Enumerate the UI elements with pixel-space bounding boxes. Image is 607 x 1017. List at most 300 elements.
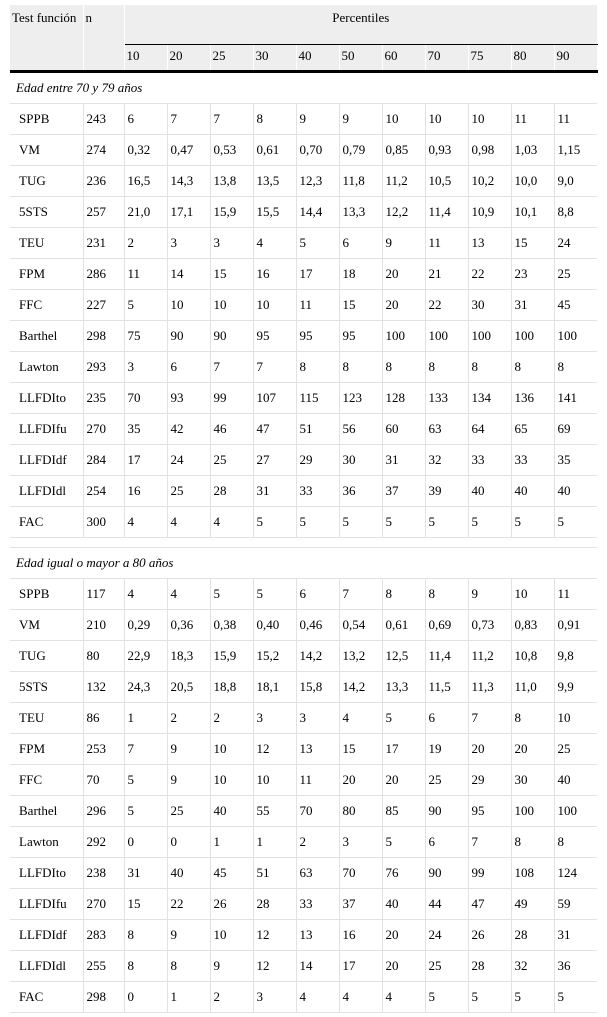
percentile-value-cell: 11,8 [339, 166, 382, 197]
percentile-value-cell: 30 [468, 290, 511, 321]
percentile-value-cell: 13,3 [382, 672, 425, 703]
test-name-cell: FFC [10, 765, 83, 796]
table-row [10, 135, 597, 166]
percentile-value-cell: 95 [468, 796, 511, 827]
table-row [10, 765, 597, 796]
percentile-value-cell: 12 [253, 920, 296, 951]
test-name-cell: LLFDIto [10, 858, 83, 889]
percentile-value-cell: 7 [124, 734, 167, 765]
percentile-value-cell: 27 [253, 445, 296, 476]
n-cell: 286 [83, 259, 124, 290]
table-row [10, 197, 597, 228]
percentile-value-cell: 5 [382, 703, 425, 734]
percentile-value-cell: 5 [382, 507, 425, 538]
percentile-value-cell: 8 [339, 352, 382, 383]
percentile-value-cell: 10,5 [425, 166, 468, 197]
percentile-value-cell: 2 [167, 703, 210, 734]
percentile-value-cell: 22 [167, 889, 210, 920]
table-row [10, 734, 597, 765]
percentile-value-cell: 25 [425, 951, 468, 982]
n-cell: 296 [83, 796, 124, 827]
percentile-value-cell: 47 [253, 414, 296, 445]
table-row [10, 610, 597, 641]
test-name-cell: TEU [10, 228, 83, 259]
percentile-value-cell: 15,9 [210, 197, 253, 228]
percentile-value-cell: 20 [511, 734, 554, 765]
table-row [10, 796, 597, 827]
n-cell: 298 [83, 982, 124, 1013]
percentile-value-cell: 44 [425, 889, 468, 920]
percentile-value-cell: 19 [425, 734, 468, 765]
percentile-value-cell: 141 [554, 383, 597, 414]
percentile-value-cell: 24 [554, 228, 597, 259]
percentiles-table [10, 5, 598, 1013]
percentile-value-cell: 5 [296, 507, 339, 538]
percentile-value-cell: 51 [296, 414, 339, 445]
percentile-value-cell: 15 [339, 734, 382, 765]
percentile-value-cell: 36 [554, 951, 597, 982]
percentile-value-cell: 29 [296, 445, 339, 476]
percentile-value-cell: 35 [124, 414, 167, 445]
n-cell: 254 [83, 476, 124, 507]
percentile-value-cell: 15 [511, 228, 554, 259]
percentile-value-cell: 3 [167, 228, 210, 259]
percentile-value-cell: 10 [468, 104, 511, 135]
percentile-value-cell: 25 [554, 259, 597, 290]
percentile-value-cell: 5 [554, 982, 597, 1013]
percentile-value-cell: 12,5 [382, 641, 425, 672]
test-name-cell: LLFDIdl [10, 951, 83, 982]
percentile-value-cell: 10 [511, 579, 554, 610]
n-cell: 210 [83, 610, 124, 641]
table-row [10, 259, 597, 290]
percentile-value-cell: 16,5 [124, 166, 167, 197]
percentile-value-cell: 11,5 [425, 672, 468, 703]
test-name-cell: FPM [10, 259, 83, 290]
percentiles-table-container [10, 5, 597, 1013]
percentile-header-60: 60 [382, 45, 425, 72]
percentile-value-cell: 90 [167, 321, 210, 352]
percentile-value-cell: 39 [425, 476, 468, 507]
n-cell: 300 [83, 507, 124, 538]
percentile-value-cell: 51 [253, 858, 296, 889]
percentile-value-cell: 90 [425, 796, 468, 827]
percentile-value-cell: 7 [167, 104, 210, 135]
percentile-value-cell: 0,70 [296, 135, 339, 166]
percentile-value-cell: 7 [210, 352, 253, 383]
percentile-value-cell: 4 [210, 507, 253, 538]
percentile-value-cell: 49 [511, 889, 554, 920]
table-row [10, 827, 597, 858]
percentile-value-cell: 16 [124, 476, 167, 507]
percentile-value-cell: 5 [382, 827, 425, 858]
percentile-value-cell: 32 [425, 445, 468, 476]
percentile-value-cell: 0,69 [425, 610, 468, 641]
percentile-value-cell: 124 [554, 858, 597, 889]
percentile-value-cell: 31 [124, 858, 167, 889]
percentile-value-cell: 9 [210, 951, 253, 982]
percentile-value-cell: 4 [339, 703, 382, 734]
percentile-value-cell: 14,2 [339, 672, 382, 703]
percentile-value-cell: 28 [253, 889, 296, 920]
percentile-value-cell: 10,0 [511, 166, 554, 197]
percentile-value-cell: 0,54 [339, 610, 382, 641]
section-title: Edad igual o mayor a 80 años [10, 548, 597, 579]
percentile-value-cell: 3 [253, 703, 296, 734]
percentile-value-cell: 8 [382, 352, 425, 383]
percentile-value-cell: 12 [253, 734, 296, 765]
percentile-value-cell: 55 [253, 796, 296, 827]
percentile-value-cell: 31 [382, 445, 425, 476]
percentile-value-cell: 0,98 [468, 135, 511, 166]
percentile-value-cell: 2 [210, 982, 253, 1013]
percentile-value-cell: 35 [554, 445, 597, 476]
percentile-value-cell: 0 [167, 827, 210, 858]
percentile-value-cell: 5 [468, 507, 511, 538]
table-row [10, 703, 597, 734]
percentile-value-cell: 20,5 [167, 672, 210, 703]
percentile-value-cell: 85 [382, 796, 425, 827]
table-row [10, 414, 597, 445]
percentile-value-cell: 0,40 [253, 610, 296, 641]
percentile-value-cell: 5 [339, 507, 382, 538]
percentile-value-cell: 7 [339, 579, 382, 610]
percentile-value-cell: 22 [425, 290, 468, 321]
percentile-value-cell: 10,2 [468, 166, 511, 197]
percentile-value-cell: 7 [468, 827, 511, 858]
percentile-value-cell: 2 [296, 827, 339, 858]
n-cell: 274 [83, 135, 124, 166]
percentile-value-cell: 60 [382, 414, 425, 445]
percentile-value-cell: 6 [296, 579, 339, 610]
n-cell: 231 [83, 228, 124, 259]
n-cell: 86 [83, 703, 124, 734]
percentile-value-cell: 100 [468, 321, 511, 352]
percentile-value-cell: 5 [511, 507, 554, 538]
percentile-value-cell: 0 [124, 982, 167, 1013]
percentile-value-cell: 0 [124, 827, 167, 858]
percentile-value-cell: 22 [468, 259, 511, 290]
percentile-value-cell: 134 [468, 383, 511, 414]
percentile-value-cell: 8 [124, 920, 167, 951]
percentile-value-cell: 33 [296, 889, 339, 920]
percentile-value-cell: 13,8 [210, 166, 253, 197]
table-row [10, 104, 597, 135]
percentile-value-cell: 4 [382, 982, 425, 1013]
percentile-value-cell: 20 [382, 920, 425, 951]
percentile-value-cell: 23 [511, 259, 554, 290]
table-row [10, 476, 597, 507]
percentile-value-cell: 8 [425, 352, 468, 383]
percentile-value-cell: 9,0 [554, 166, 597, 197]
percentile-value-cell: 64 [468, 414, 511, 445]
percentile-value-cell: 12,3 [296, 166, 339, 197]
percentile-value-cell: 8 [511, 352, 554, 383]
percentile-value-cell: 40 [554, 476, 597, 507]
percentile-value-cell: 11,4 [425, 197, 468, 228]
percentile-value-cell: 6 [425, 703, 468, 734]
percentile-value-cell: 100 [425, 321, 468, 352]
percentile-value-cell: 15,8 [296, 672, 339, 703]
percentile-value-cell: 10 [253, 290, 296, 321]
percentile-value-cell: 9 [296, 104, 339, 135]
percentile-value-cell: 10 [167, 290, 210, 321]
percentile-value-cell: 20 [382, 259, 425, 290]
percentile-header-20: 20 [167, 45, 210, 72]
n-cell: 270 [83, 414, 124, 445]
percentile-value-cell: 37 [382, 476, 425, 507]
table-row [10, 290, 597, 321]
percentile-value-cell: 20 [468, 734, 511, 765]
percentile-value-cell: 11 [511, 104, 554, 135]
percentile-value-cell: 0,79 [339, 135, 382, 166]
test-name-cell: VM [10, 610, 83, 641]
percentile-value-cell: 46 [210, 414, 253, 445]
percentile-value-cell: 16 [253, 259, 296, 290]
percentile-value-cell: 10,1 [511, 197, 554, 228]
percentile-value-cell: 21 [425, 259, 468, 290]
test-name-cell: Barthel [10, 796, 83, 827]
percentile-value-cell: 8 [554, 352, 597, 383]
table-row [10, 321, 597, 352]
percentile-value-cell: 0,73 [468, 610, 511, 641]
percentile-value-cell: 28 [511, 920, 554, 951]
n-cell: 293 [83, 352, 124, 383]
percentile-value-cell: 128 [382, 383, 425, 414]
percentile-value-cell: 76 [382, 858, 425, 889]
percentile-header-50: 50 [339, 45, 382, 72]
percentile-value-cell: 4 [167, 507, 210, 538]
percentile-value-cell: 99 [210, 383, 253, 414]
percentile-value-cell: 10 [210, 734, 253, 765]
percentile-value-cell: 6 [167, 352, 210, 383]
percentile-value-cell: 11 [296, 765, 339, 796]
percentile-value-cell: 29 [468, 765, 511, 796]
percentile-value-cell: 17 [339, 951, 382, 982]
percentile-value-cell: 10 [210, 765, 253, 796]
percentile-value-cell: 70 [339, 858, 382, 889]
percentile-value-cell: 1,03 [511, 135, 554, 166]
percentile-value-cell: 0,85 [382, 135, 425, 166]
table-row [10, 166, 597, 197]
test-name-cell: SPPB [10, 579, 83, 610]
percentile-value-cell: 0,46 [296, 610, 339, 641]
percentile-value-cell: 11,2 [468, 641, 511, 672]
percentile-header-80: 80 [511, 45, 554, 72]
percentile-value-cell: 25 [554, 734, 597, 765]
section-header-row [10, 72, 597, 104]
percentiles-group-header: Percentiles [124, 5, 597, 45]
percentile-value-cell: 11 [296, 290, 339, 321]
percentile-value-cell: 4 [124, 507, 167, 538]
percentile-value-cell: 31 [554, 920, 597, 951]
percentile-value-cell: 108 [511, 858, 554, 889]
percentile-value-cell: 1 [167, 982, 210, 1013]
percentile-value-cell: 107 [253, 383, 296, 414]
percentile-value-cell: 28 [468, 951, 511, 982]
test-name-cell: LLFDIto [10, 383, 83, 414]
percentile-value-cell: 13,5 [253, 166, 296, 197]
percentile-value-cell: 28 [210, 476, 253, 507]
percentile-value-cell: 26 [210, 889, 253, 920]
n-cell: 270 [83, 889, 124, 920]
percentile-value-cell: 11 [554, 104, 597, 135]
percentile-value-cell: 14,2 [296, 641, 339, 672]
percentile-value-cell: 11,3 [468, 672, 511, 703]
percentile-value-cell: 14,4 [296, 197, 339, 228]
percentile-value-cell: 33 [511, 445, 554, 476]
percentile-value-cell: 9 [468, 579, 511, 610]
percentile-value-cell: 99 [468, 858, 511, 889]
n-cell: 298 [83, 321, 124, 352]
percentile-value-cell: 10,8 [511, 641, 554, 672]
percentile-value-cell: 93 [167, 383, 210, 414]
percentile-value-cell: 45 [210, 858, 253, 889]
percentile-value-cell: 12,2 [382, 197, 425, 228]
percentile-header-75: 75 [468, 45, 511, 72]
n-column-header: n [83, 5, 124, 72]
percentile-value-cell: 4 [253, 228, 296, 259]
n-cell: 132 [83, 672, 124, 703]
table-row [10, 982, 597, 1013]
percentile-value-cell: 9 [167, 765, 210, 796]
percentile-value-cell: 11,2 [382, 166, 425, 197]
percentile-value-cell: 17 [124, 445, 167, 476]
percentile-value-cell: 5 [425, 507, 468, 538]
percentile-value-cell: 24 [425, 920, 468, 951]
test-name-cell: FPM [10, 734, 83, 765]
percentile-value-cell: 5 [124, 290, 167, 321]
n-cell: 292 [83, 827, 124, 858]
test-name-cell: TUG [10, 166, 83, 197]
percentile-value-cell: 1,15 [554, 135, 597, 166]
percentile-value-cell: 63 [425, 414, 468, 445]
n-cell: 238 [83, 858, 124, 889]
percentile-value-cell: 3 [210, 228, 253, 259]
percentile-value-cell: 3 [296, 703, 339, 734]
percentile-value-cell: 18 [339, 259, 382, 290]
percentile-value-cell: 33 [296, 476, 339, 507]
percentile-value-cell: 8 [425, 579, 468, 610]
percentile-header-25: 25 [210, 45, 253, 72]
percentile-value-cell: 95 [253, 321, 296, 352]
percentile-value-cell: 70 [124, 383, 167, 414]
percentile-value-cell: 8 [554, 827, 597, 858]
n-cell: 117 [83, 579, 124, 610]
test-name-cell: VM [10, 135, 83, 166]
percentile-value-cell: 75 [124, 321, 167, 352]
percentile-value-cell: 100 [554, 321, 597, 352]
percentile-value-cell: 11,4 [425, 641, 468, 672]
percentile-value-cell: 0,53 [210, 135, 253, 166]
percentile-value-cell: 10 [210, 290, 253, 321]
percentile-value-cell: 40 [511, 476, 554, 507]
percentile-value-cell: 8 [511, 827, 554, 858]
table-row [10, 672, 597, 703]
percentile-value-cell: 25 [210, 445, 253, 476]
percentile-value-cell: 18,3 [167, 641, 210, 672]
percentile-value-cell: 10 [210, 920, 253, 951]
percentile-value-cell: 6 [425, 827, 468, 858]
percentile-value-cell: 13,3 [339, 197, 382, 228]
percentile-value-cell: 9 [167, 734, 210, 765]
percentile-value-cell: 90 [210, 321, 253, 352]
section-spacer [10, 538, 597, 548]
percentile-value-cell: 9,9 [554, 672, 597, 703]
percentile-value-cell: 8 [382, 579, 425, 610]
percentile-value-cell: 0,61 [253, 135, 296, 166]
percentile-value-cell: 8 [124, 951, 167, 982]
table-header [10, 5, 597, 72]
percentile-value-cell: 3 [124, 352, 167, 383]
percentile-value-cell: 56 [339, 414, 382, 445]
percentile-value-cell: 100 [511, 321, 554, 352]
n-cell: 257 [83, 197, 124, 228]
test-column-header: Test función [10, 5, 83, 72]
percentile-value-cell: 6 [339, 228, 382, 259]
percentile-value-cell: 9 [339, 104, 382, 135]
test-name-cell: SPPB [10, 104, 83, 135]
table-row [10, 579, 597, 610]
percentile-value-cell: 13 [468, 228, 511, 259]
percentile-value-cell: 37 [339, 889, 382, 920]
percentile-value-cell: 6 [124, 104, 167, 135]
section-title: Edad entre 70 y 79 años [10, 72, 597, 104]
percentile-value-cell: 18,8 [210, 672, 253, 703]
percentile-value-cell: 1 [210, 827, 253, 858]
percentile-value-cell: 3 [253, 982, 296, 1013]
percentile-value-cell: 123 [339, 383, 382, 414]
percentile-value-cell: 90 [425, 858, 468, 889]
percentile-value-cell: 15,5 [253, 197, 296, 228]
test-name-cell: LLFDIdl [10, 476, 83, 507]
percentile-value-cell: 15,2 [253, 641, 296, 672]
test-name-cell: Barthel [10, 321, 83, 352]
percentile-value-cell: 9,8 [554, 641, 597, 672]
test-name-cell: LLFDIfu [10, 889, 83, 920]
percentile-value-cell: 8 [296, 352, 339, 383]
test-name-cell: LLFDIdf [10, 920, 83, 951]
percentile-value-cell: 9 [167, 920, 210, 951]
percentile-value-cell: 24 [167, 445, 210, 476]
percentile-value-cell: 31 [511, 290, 554, 321]
percentile-value-cell: 136 [511, 383, 554, 414]
percentile-value-cell: 9 [382, 228, 425, 259]
percentile-value-cell: 17,1 [167, 197, 210, 228]
n-cell: 236 [83, 166, 124, 197]
percentile-value-cell: 42 [167, 414, 210, 445]
percentile-value-cell: 32 [511, 951, 554, 982]
percentile-value-cell: 40 [167, 858, 210, 889]
percentile-value-cell: 30 [511, 765, 554, 796]
percentile-value-cell: 133 [425, 383, 468, 414]
test-name-cell: FAC [10, 507, 83, 538]
n-cell: 253 [83, 734, 124, 765]
percentile-value-cell: 100 [382, 321, 425, 352]
percentile-value-cell: 11 [425, 228, 468, 259]
table-row [10, 858, 597, 889]
percentile-value-cell: 0,61 [382, 610, 425, 641]
percentile-header-70: 70 [425, 45, 468, 72]
percentile-value-cell: 17 [296, 259, 339, 290]
percentile-header-90: 90 [554, 45, 597, 72]
percentile-value-cell: 5 [425, 982, 468, 1013]
percentile-value-cell: 12 [253, 951, 296, 982]
percentile-value-cell: 69 [554, 414, 597, 445]
percentile-value-cell: 63 [296, 858, 339, 889]
n-cell: 243 [83, 104, 124, 135]
test-name-cell: FFC [10, 290, 83, 321]
